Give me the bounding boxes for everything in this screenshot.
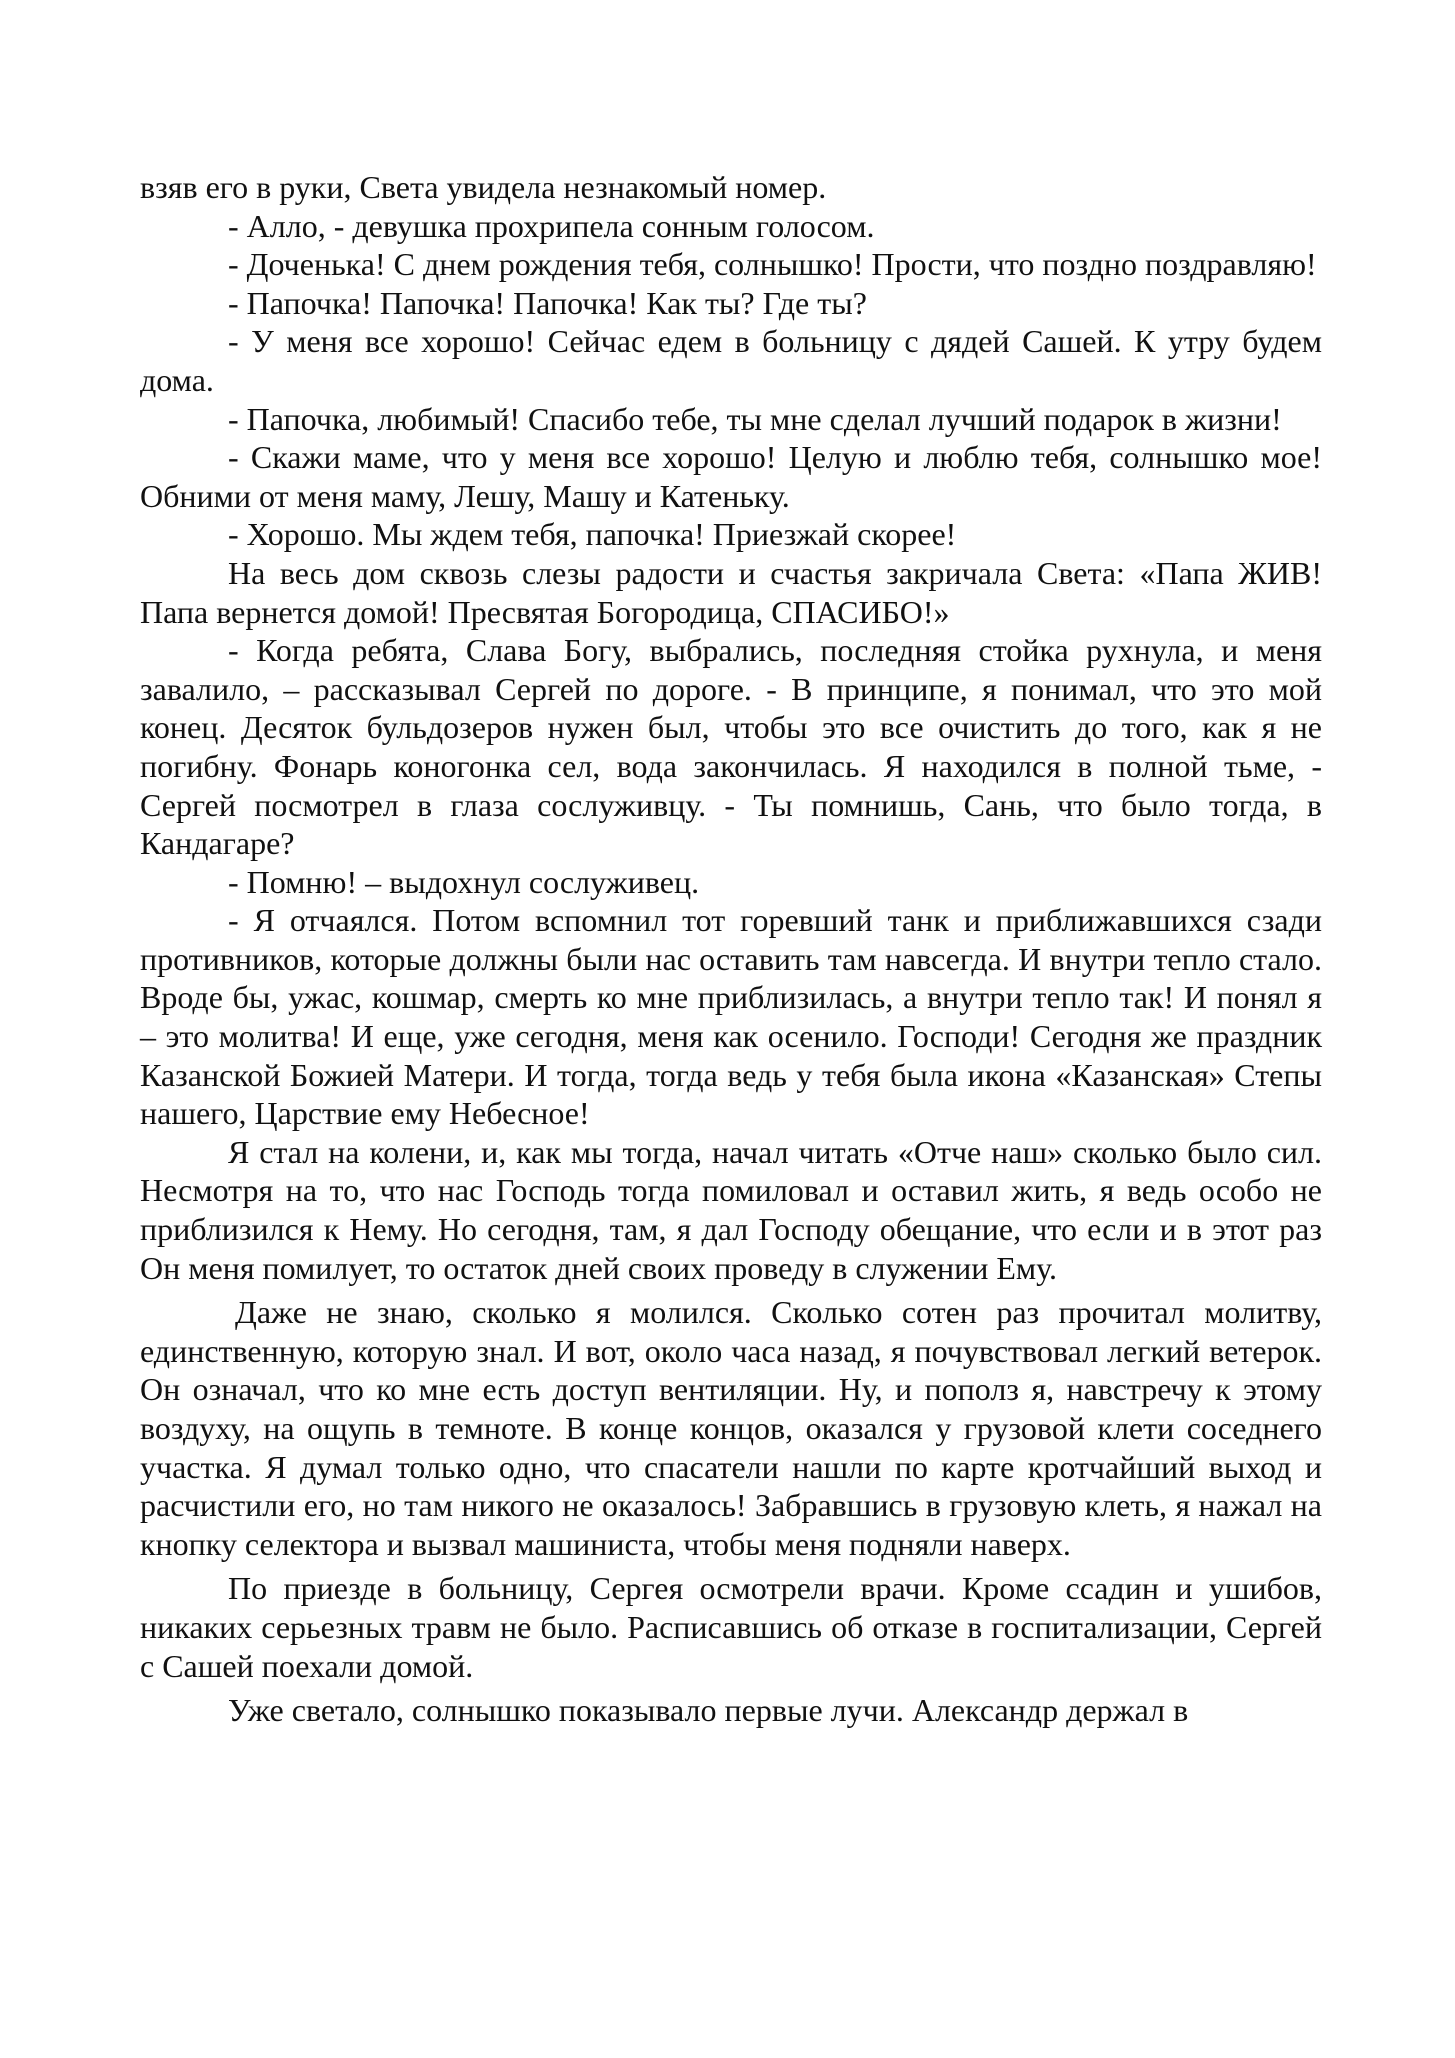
paragraph-6: - Папочка, любимый! Спасибо тебе, ты мне сделал лучший подарок в жизни! [228, 400, 1282, 437]
paragraph-13: Я стал на колени, и, как мы тогда, начал читать «Отче наш» сколько было сил. Несмотря на то, что нас Господь тогда помиловал и оставил жить, я ведь особо не приблизился к Нему. Но сегодня, там, я дал Господу обещание, что если и в этот раз Он меня помилует, то остаток дней своих проведу в служении Ему. [140, 1133, 1322, 1286]
paragraph-11: - Помню! – выдохнул сослуживец. [228, 863, 700, 900]
paragraph-8: - Хорошо. Мы ждем тебя, папочка! Приезжай скорее! [228, 516, 957, 553]
paragraph-14: Даже не знаю, сколько я молился. Сколько сотен раз прочитал молитву, единственную, которую знал. И вот, около часа назад, я почувствовал легкий ветерок. Он означал, что ко мне есть доступ вентиляции. Ну, и пополз я, навстречу к этому воздуху, на ощупь в темноте. В конце концов, оказался у грузовой клети соседнего участка. Я думал только одно, что спасатели нашли по карте кротчайший выход и расчистили его, но там никого не оказалось! Забравшись в грузовую клеть, я нажал на кнопку селектора и вызвал машиниста, чтобы меня подняли наверх. [140, 1294, 1322, 1562]
paragraph-15: По приезде в больницу, Сергея осмотрели врачи. Кроме ссадин и ушибов, никаких серьезных травм не было. Расписавшись об отказе в госпитализации, Сергей с Сашей поехали домой. [140, 1570, 1322, 1684]
paragraph-1: взяв его в руки, Света увидела незнакомый номер. [140, 169, 827, 205]
paragraph-2: - Алло, - девушка прохрипела сонным голосом. [228, 207, 875, 244]
paragraph-4: - Папочка! Папочка! Папочка! Как ты? Где ты? [228, 284, 867, 321]
paragraph-7: - Скажи маме, что у меня все хорошо! Целую и люблю тебя, солнышко мое! Обними от меня маму, Лешу, Машу и Катеньку. [140, 439, 1322, 514]
paragraph-16: Уже светало, солнышко показывало первые лучи. Александр держал в [228, 1692, 1189, 1729]
paragraph-10: - Когда ребята, Слава Богу, выбрались, последняя стойка рухнула, и меня завалило, – рассказывал Сергей по дороге. - В принципе, я понимал, что это мой конец. Десяток бульдозеров нужен был, чтобы это все очистить до того, как я не погибну. Фонарь коногонка сел, вода закончилась. Я находился в полной тьме, - Сергей посмотрел в глаза сослуживцу. - Ты помнишь, Сань, что было тогда, в Кандагаре? [140, 632, 1322, 862]
paragraph-12: - Я отчаялся. Потом вспомнил тот горевший танк и приближавшихся сзади противников, которые должны были нас оставить там навсегда. И внутри тепло стало. Вроде бы, ужас, кошмар, смерть ко мне приблизилась, а внутри тепло так! И понял я – это молитва! И еще, уже сегодня, меня как осенило. Господи! Сегодня же праздник Казанской Божией Матери. И тогда, тогда ведь у тебя была икона «Казанская» Степы нашего, Царствие ему Небесное! [140, 902, 1322, 1132]
document-page [140, 168, 1322, 1730]
paragraph-3: - Доченька! С днем рождения тебя, солнышко! Прости, что поздно поздравляю! [228, 246, 1317, 283]
paragraph-9: На весь дом сквозь слезы радости и счастья закричала Света: «Папа ЖИВ! Папа вернется домой! Пресвятая Богородица, СПАСИБО!» [140, 554, 1322, 630]
paragraph-5: - У меня все хорошо! Сейчас едем в больницу с дядей Сашей. К утру будем дома. [140, 323, 1322, 398]
